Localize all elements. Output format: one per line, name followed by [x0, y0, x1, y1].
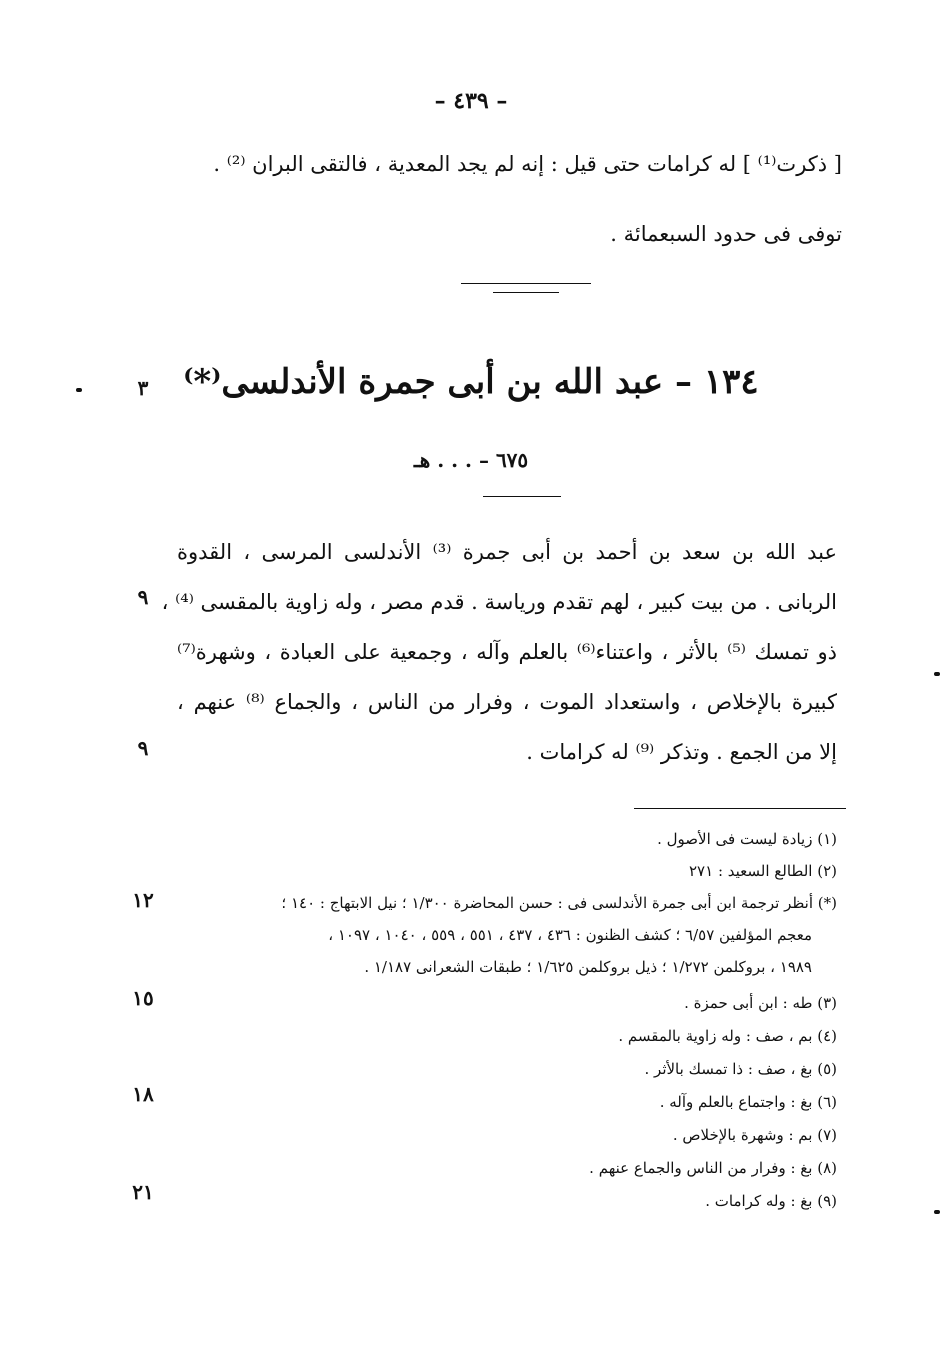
line-number: ١٢ — [132, 888, 154, 912]
footnote: (٢) الطالع السعيد : ٢٧١ — [689, 862, 837, 880]
line-number: ٩ — [137, 585, 149, 609]
continuation-line-1: [ ذكرت⁽¹⁾ ] له كرامات حتى قيل : إنه لم يجد المعدية ، فالتقى البران ⁽²⁾ . — [213, 152, 842, 176]
body-line-5: إلا من الجمع . وتذكر ⁽⁹⁾ له كرامات . — [526, 740, 837, 764]
body-line-4: كبيرة بالإخلاص ، واستعداد الموت ، وفرار من الناس ، والجماع ⁽⁸⁾ عنهم ، — [177, 690, 837, 714]
scan-speck — [76, 388, 82, 392]
footnote: (٧) بم : وشهرة بالإخلاص . — [672, 1126, 837, 1144]
footnote: (٩) بغ : وله كرامات . — [705, 1192, 837, 1210]
page-number: – ٤٣٩ – — [434, 88, 508, 114]
entry-date: ٦٧٥ – . . . هـ — [413, 448, 529, 472]
footnote-continuation: ١٩٨٩ ، بروكلمن ١/٢٧٢ ؛ ذيل بروكلمن ١/٦٢٥ ؛ طبقات الشعرانى ١/١٨٧ . — [364, 958, 812, 976]
footnote: (٥) بغ ، صف : ذا تمسك بالأثر . — [644, 1060, 837, 1078]
section-divider-top — [461, 283, 591, 284]
section-divider-bottom — [493, 292, 559, 293]
line-number: ١٥ — [132, 986, 154, 1010]
footnote: (٣) طه : ابن أبى حمزة . — [684, 994, 837, 1012]
line-number: ١٨ — [132, 1082, 154, 1106]
continuation-line-2: توفى فى حدود السبعمائة . — [610, 222, 842, 246]
footnote: (١) زيادة ليست فى الأصول . — [657, 830, 837, 848]
footnote-separator — [634, 808, 846, 809]
scan-speck — [934, 1210, 940, 1214]
line-number: ٣ — [137, 376, 149, 400]
footnote: (٨) بغ : وفرار من الناس والجماع عنهم . — [589, 1159, 837, 1177]
body-line-2: الربانى . من بيت كبير ، لهم تقدم ورياسة . قدم مصر ، وله زاوية بالمقسى ⁽⁴⁾ ، — [161, 590, 837, 614]
footnote: (*) أنظر ترجمة ابن أبى جمرة الأندلسى فى : حسن المحاضرة ١/٣٠٠ ؛ نيل الابتهاج : ١٤٠ ؛ — [281, 894, 837, 912]
footnote-continuation: معجم المؤلفين ٦/٥٧ ؛ كشف الظنون : ٤٣٦ ، ٤٣٧ ، ٥٥١ ، ٥٥٩ ، ١٠٤٠ ، ١٠٩٧ ، — [328, 926, 812, 944]
body-line-1: عبد الله بن سعد بن أحمد بن أبى جمرة ⁽³⁾ الأندلسى المرسى ، القدوة — [177, 540, 837, 564]
footnote: (٤) بم ، صف : وله زاوية بالمقسم . — [618, 1027, 837, 1045]
entry-title: ١٣٤ – عبد الله بن أبى جمرة الأندلسى⁽*⁾ — [183, 362, 759, 402]
body-line-3: ذو تمسك ⁽⁵⁾ بالأثر ، واعتناء⁽⁶⁾ بالعلم وآله ، وجمعية على العبادة ، وشهرة⁽⁷⁾ — [177, 640, 837, 664]
scan-speck — [934, 672, 940, 676]
footnote: (٦) بغ : واجتماع بالعلم وآله . — [659, 1093, 837, 1111]
line-number: ٢١ — [132, 1180, 154, 1204]
title-underline — [483, 496, 561, 497]
line-number: ٩ — [137, 736, 149, 760]
